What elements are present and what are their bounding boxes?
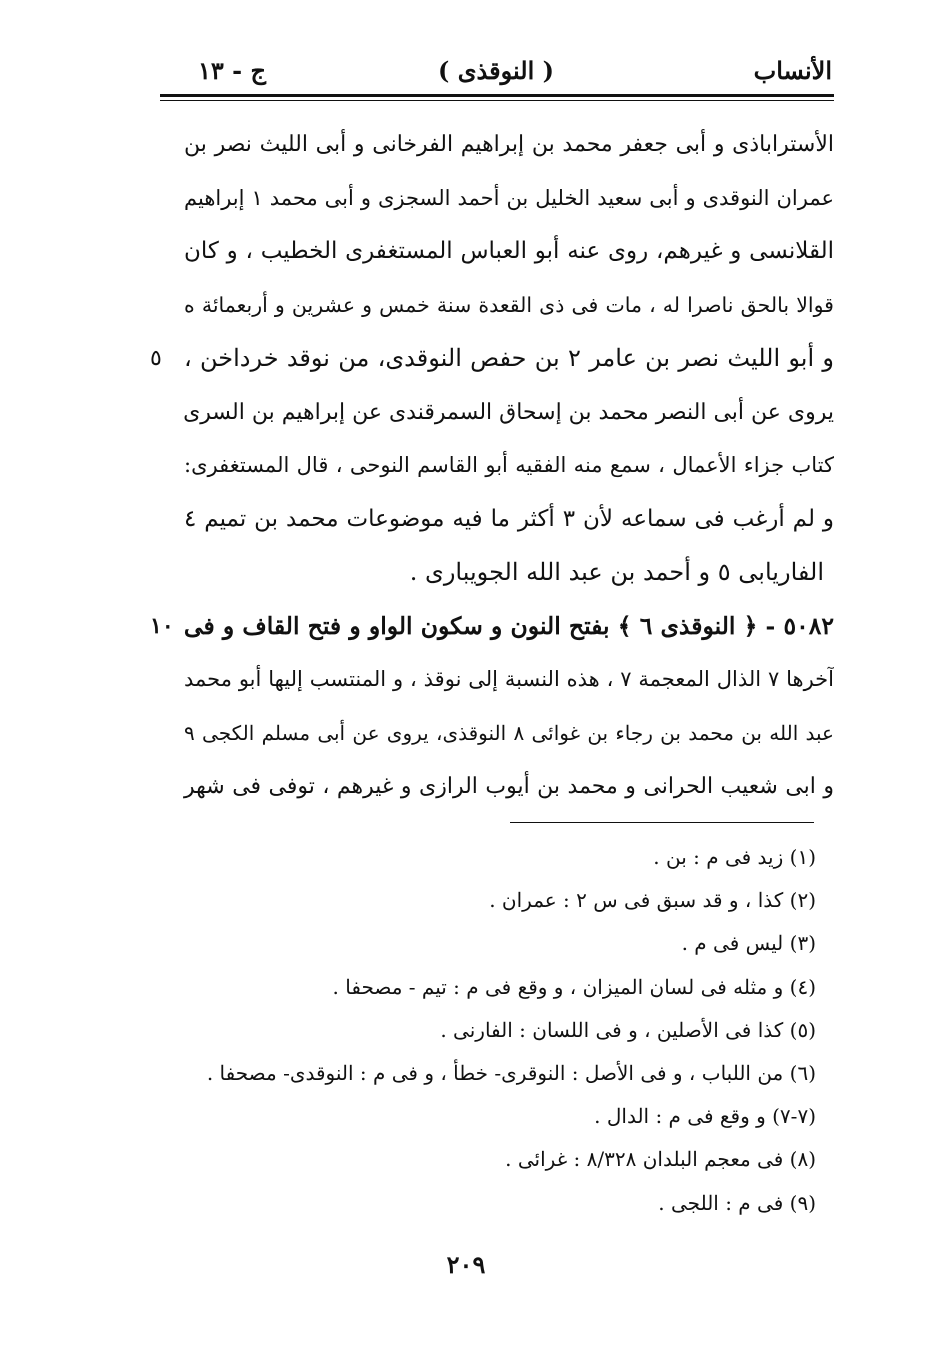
line-text: كتاب جزاء الأعمال ، سمع منه الفقيه أبو القاسم النوحى ، قال المستغفرى: <box>184 453 834 477</box>
line-text: و ابى شعيب الحرانى و محمد بن أيوب الرازى و غيرهم ، توفى فى شهر <box>184 774 834 799</box>
text-line <box>150 279 834 333</box>
line-text: الفاريابى ٥ و أحمد بن عبد الله الجويبارى . <box>409 558 824 586</box>
text-line <box>150 493 834 547</box>
footnote-rule <box>510 822 814 823</box>
footnote: (٨) فى معجم البلدان ٨/٣٢٨ : غرائى . <box>505 1147 816 1172</box>
footnote: (١) زيد فى م : بن . <box>653 845 816 869</box>
footnote: (٩) فى م : اللجى . <box>658 1190 816 1215</box>
line-text: يروى عن أبى النصر محمد بن إسحاق السمرقندى عن إبراهيم بن السرى <box>183 399 834 425</box>
footnote: (٤) و مثله فى لسان الميزان ، و وقع فى م : تيم - مصحفا . <box>332 974 816 999</box>
line-text: الأستراباذى و أبى جعفر محمد بن إبراهيم الفرخانى و أبى الليث نصر بن <box>184 132 834 157</box>
footnotes <box>160 836 816 1225</box>
text-line <box>150 172 834 226</box>
footnote: (٦) من اللباب ، و فى الأصل : النوقرى- خطأ ، و فى م : النوقدى- مصحفا . <box>206 1060 816 1085</box>
footnote: (٣) ليس فى م . <box>681 931 816 956</box>
line-text: عمران النوقدى و أبى سعيد الخليل بن أحمد السجزى و أبى محمد ١ إبراهيم <box>184 185 834 210</box>
text-line <box>150 118 834 172</box>
line-text: قوالا بالحق ناصرا له ، مات فى ذى القعدة سنة خمس و عشرين و أربعمائة ه <box>184 292 834 317</box>
line-text: القلانسى و غيرهم، روى عنه أبو العباس المستغفرى الخطيب ، و كان <box>184 238 834 264</box>
text-line <box>150 225 834 279</box>
text-line <box>150 760 834 814</box>
volume-number: ج - ١٣ <box>198 56 266 85</box>
text-line <box>150 707 834 761</box>
line-number: ٥ <box>150 346 162 371</box>
running-header <box>160 52 832 92</box>
header-rule-thick <box>160 94 834 97</box>
line-number: ١٠ <box>150 612 174 639</box>
line-text: و لم أرغب فى سماعه لأن ٣ أكثر ما فيه موضوعات محمد بن تميم ٤ <box>184 505 834 532</box>
text-line <box>150 546 834 600</box>
line-text: آخرها ٧ الذال المعجمة ٧ ، هذه النسبة إلى نوقذ ، و المنتسب إليها أبو محمد <box>184 667 834 691</box>
header-rule-thin <box>160 100 834 101</box>
page-number: ٢٠٩ <box>446 1250 486 1279</box>
text-line <box>150 332 834 386</box>
body-text <box>150 118 834 814</box>
line-text: ٥٠٨٢ - ﴿ النوقذى ٦ ﴾ بفتح النون و سكون الواو و فتح القاف و فى <box>183 611 834 640</box>
text-line <box>150 653 834 707</box>
book-title: الأنساب <box>753 56 832 85</box>
entry-heading: ( النوقذى ) <box>438 56 554 85</box>
line-text: عبد الله بن محمد بن رجاء بن غوائى ٨ النوقذى، يروى عن أبى مسلم الكجى ٩ <box>184 720 834 745</box>
text-line <box>150 439 834 493</box>
footnote: (٢) كذا ، و قد سبق فى س ٢ : عمران . <box>489 888 816 913</box>
text-line <box>150 386 834 440</box>
entry-start-line <box>150 600 834 654</box>
footnote: (٧-٧) و وقع فى م : الدال . <box>594 1104 816 1129</box>
footnote: (٥) كذا فى الأصلين ، و فى اللسان : الفارنى . <box>440 1017 816 1042</box>
line-text: و أبو الليث نصر بن عامر ٢ بن حفص النوقدى، من نوقد خرداخن ، <box>184 344 834 372</box>
